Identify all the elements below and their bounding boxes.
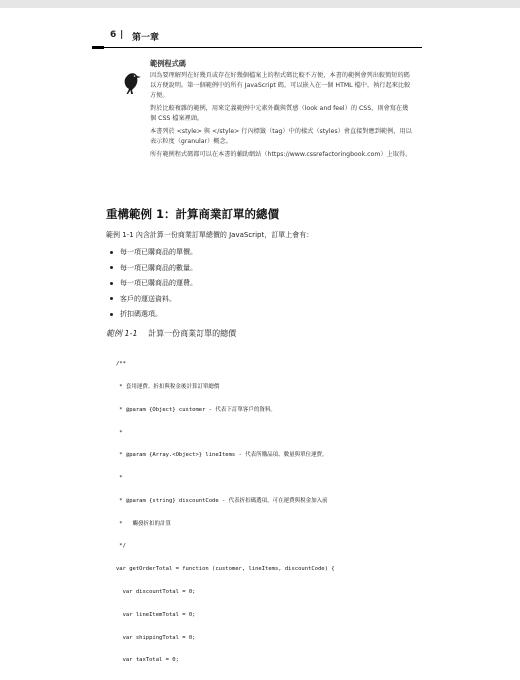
- code-block: [116, 346, 335, 680]
- list-item-text: 每一項已購商品的單價。: [120, 248, 197, 256]
- list-item: [110, 292, 197, 308]
- list-item-text: 折扣碼選項。: [120, 310, 162, 318]
- page-header: [92, 24, 422, 48]
- list-item-text: 每一項已購商品的運費。: [120, 279, 197, 287]
- note-paragraph: 本書列於 <style> 與 </style> 行內標籤（tag）中的樣式（styles）會直接對應到範例，用以表示粒度（granular）概念。: [150, 128, 412, 145]
- list-item-text: 每一項已購商品的數量。: [120, 263, 197, 272]
- code-line: var discountTotal = 0;: [116, 589, 196, 595]
- bullet-icon: [110, 297, 113, 300]
- page-number: 6: [110, 30, 117, 40]
- list-item: [110, 276, 197, 292]
- header-rule: [104, 47, 422, 48]
- code-line: */: [116, 543, 126, 550]
- list-item: [110, 261, 197, 277]
- crow-icon: [122, 71, 142, 95]
- header-separator: |: [120, 30, 124, 40]
- chapter-title: 第一章: [132, 33, 160, 43]
- code-line: * @param {Object} customer - 代表下訂單客戶的資料。: [116, 406, 276, 413]
- code-line: * 觸發折扣的計算: [116, 520, 172, 527]
- intro-paragraph: 範例 1-1 內含計算一份商業訂單總價的 JavaScript，訂單上會有：: [106, 231, 314, 239]
- list-item-text: 客戶的運送資料。: [120, 294, 176, 303]
- code-line: var taxTotal = 0;: [116, 657, 179, 664]
- example-caption-text: 計算一份商業訂單的總價: [148, 329, 237, 338]
- code-line: *: [116, 475, 123, 482]
- code-line: var shippingTotal = 0;: [116, 634, 196, 641]
- note-paragraph: 因為要理解列在好幾頁或存在好幾個檔案上的程式碼比較不方便，本書的範例會列出較簡短的碼以方便說明。第一個範例中的所有 JavaScript 碼，可以嵌入在一個 HTML 檔中，執行起來比較方便。: [150, 72, 411, 99]
- bullet-icon: [110, 251, 113, 254]
- code-line: var lineItemTotal = 0;: [116, 611, 196, 618]
- code-line: * @param {Array.<Object>} lineItems - 代表所購品項、數量與單位運費。: [116, 452, 328, 459]
- code-line: /**: [116, 361, 126, 368]
- top-strip: [0, 0, 520, 8]
- list-item: [110, 245, 197, 261]
- code-line: * 套用運費、折扣與稅金後計算訂單總價: [116, 383, 220, 390]
- bullet-icon: [110, 282, 113, 285]
- note-body: [150, 59, 414, 163]
- example-caption: [106, 328, 236, 339]
- note-title: 範例程式碼: [150, 59, 186, 68]
- list-item: [110, 307, 197, 323]
- bullet-list: [110, 245, 197, 323]
- bullet-icon: [110, 313, 113, 316]
- code-line: * @param {string} discountCode - 代表折扣碼選項，可在運費與稅金加入前: [116, 497, 328, 504]
- example-label: 範例 1-1: [106, 329, 138, 338]
- section-title: 重構範例 1：計算商業訂單的總價: [106, 207, 280, 221]
- book-page: [92, 10, 422, 664]
- note-paragraph: 對於比較複雜的範例，用來定義範例中元素外觀與質感（look and feel）的 CSS，則會寫在幾個 CSS 檔案裡頭。: [150, 105, 409, 122]
- code-line: var getOrderTotal = function (customer, lineItems, discountCode) {: [116, 566, 335, 573]
- header-rule-accent: [92, 46, 104, 49]
- bullet-icon: [110, 266, 113, 269]
- code-line: *: [116, 429, 123, 436]
- note-paragraph: 所有範例程式碼都可以在本書的輔助網站（https://www.cssrefactoringbook.com）上取得。: [150, 151, 412, 158]
